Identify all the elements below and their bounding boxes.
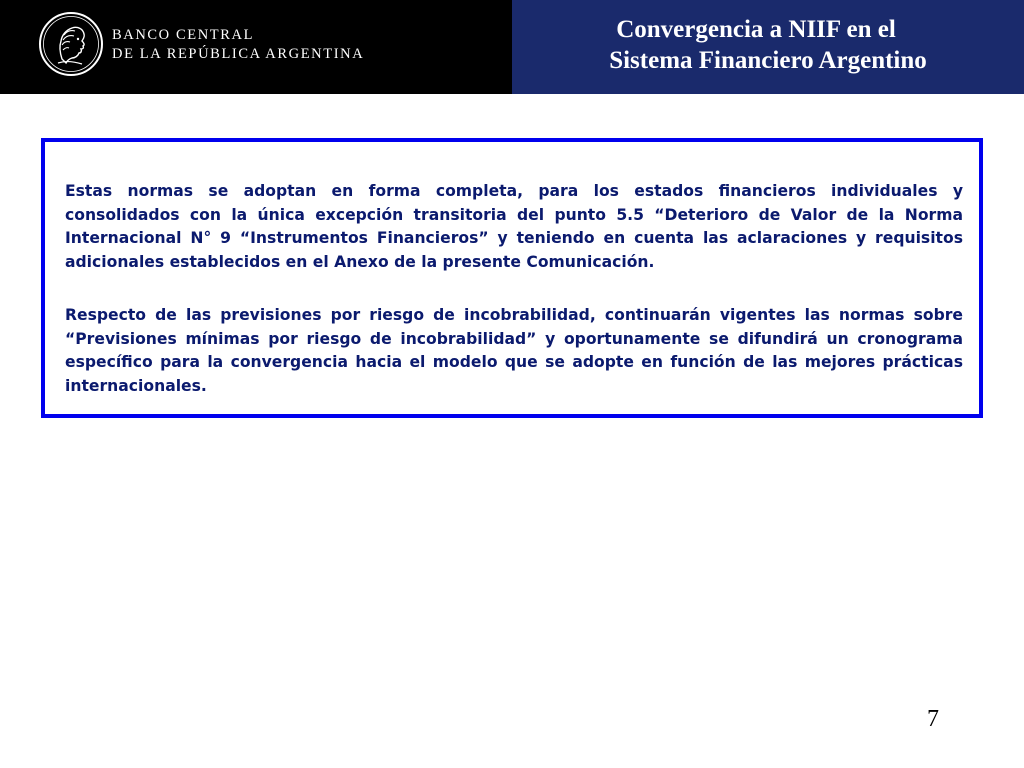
header-left-panel: [0, 0, 512, 94]
bank-name-line1: BANCO CENTRAL: [112, 27, 255, 43]
slide-title-line1: Convergencia a NIIF en el: [616, 16, 896, 43]
slide-title-line2: Sistema Financiero Argentino: [609, 47, 927, 74]
paragraph-provisions: Respecto de las previsiones por riesgo de incobrabilidad, continuarán vigentes las normas sobre “Previsiones mínimas por riesgo de incobrabilidad” y oportunamente se difundirá un cronograma específico para la convergencia hacia el modelo que se adopte en función de las mejores prácticas internacionales.: [65, 306, 963, 395]
bank-name-line2: DE LA REPÚBLICA ARGENTINA: [112, 46, 365, 62]
allegory-head-emblem-icon: [38, 11, 104, 77]
bank-name: [112, 26, 364, 64]
paragraph-standards-adoption: Estas normas se adoptan en forma completa, para los estados financieros individuales y consolidados con la única excepción transitoria del punto 5.5 “Deterioro de Valor de la Norma Internacional N° 9 “Instrumentos Financieros” y teniendo en cuenta las aclaraciones y requisitos adicionales establecidos en el Anexo de la presente Comunicación.: [65, 182, 963, 271]
header-banner: [0, 0, 1024, 94]
page-number: 7: [927, 706, 939, 732]
slide-title: [512, 14, 1024, 76]
content-box: [41, 138, 983, 418]
